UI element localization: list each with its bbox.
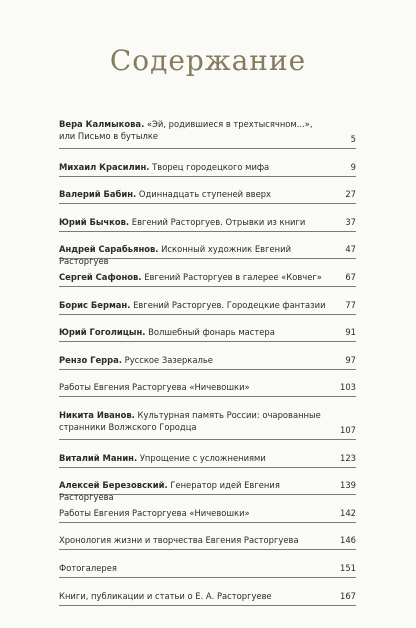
toc-entry-text <box>59 507 356 519</box>
toc-entry <box>59 452 356 468</box>
toc-entry-author: Юрий Бычков. <box>59 216 130 227</box>
toc-entry-title: Волшебный фонарь мастера <box>148 327 275 338</box>
toc-entry <box>59 590 356 606</box>
toc-entry-title: Фотогалерея <box>59 562 117 573</box>
toc-entry-author: Рензо Герра. <box>59 354 122 365</box>
toc-entry-author: Борис Берман. <box>59 299 131 310</box>
toc-entry-page: 167 <box>340 590 356 601</box>
toc-entry <box>59 188 356 204</box>
toc-entry-author: Михаил Красилин. <box>59 161 150 172</box>
toc-entry <box>59 409 356 440</box>
toc-entry-author: Вера Калмыкова. <box>59 119 145 129</box>
toc-entry-text <box>59 243 356 267</box>
toc-entry-page: 107 <box>340 424 356 435</box>
toc-entry-text <box>59 271 356 283</box>
toc-entry-page: 37 <box>345 216 356 227</box>
toc-entry-text <box>59 590 356 602</box>
toc-entry-page: 139 <box>340 480 356 491</box>
toc-entry-title: Русское Зазеркалье <box>124 354 213 365</box>
toc-entry-text <box>59 479 356 503</box>
toc-entry-title: Исконный художник Евгений Расторгуев <box>59 244 292 267</box>
toc-entry-title: Книги, публикации и статьи о Е. А. Расторгуеве <box>59 590 272 601</box>
toc-entry-text <box>59 562 356 574</box>
toc-entry-text <box>59 161 356 173</box>
toc-entry <box>59 299 356 315</box>
toc-entry-title: Евгений Расторгуев. Городецкие фантазии <box>133 299 326 310</box>
toc-entry-text <box>59 381 356 393</box>
toc-entry-title: Работы Евгения Расторгуева «Ничевошки» <box>59 507 250 518</box>
toc-entry <box>59 243 356 267</box>
toc-entry-text <box>59 216 356 228</box>
toc-entry-page: 146 <box>340 535 356 546</box>
toc-entry-text <box>59 354 356 366</box>
toc-entry-author: Алексей Березовский. <box>59 480 168 491</box>
toc-entry-title: Евгений Расторгуев в галерее «Ковчег» <box>144 271 322 282</box>
toc-entry-text <box>59 326 356 338</box>
toc-entry-author: Сергей Сафонов. <box>59 271 142 282</box>
toc-entry-page: 27 <box>345 189 356 200</box>
table-of-contents <box>59 118 356 606</box>
toc-entry-page: 97 <box>345 354 356 365</box>
toc-entry-title: Одиннадцать ступеней вверх <box>138 189 271 200</box>
toc-entry-page: 77 <box>345 299 356 310</box>
toc-entry <box>59 271 356 287</box>
toc-entry-text <box>59 118 356 142</box>
toc-entry-page: 67 <box>345 271 356 282</box>
toc-entry-page: 103 <box>340 382 356 393</box>
toc-entry-text <box>59 534 356 546</box>
toc-entry-page: 47 <box>345 244 356 255</box>
toc-entry-title: Творец городецкого мифа <box>152 161 270 172</box>
toc-entry <box>59 562 356 578</box>
toc-entry <box>59 534 356 550</box>
toc-entry <box>59 507 356 523</box>
toc-entry-title: Генератор идей Евгения Расторгуева <box>59 480 280 503</box>
toc-entry <box>59 216 356 232</box>
toc-entry-text <box>59 299 356 311</box>
toc-entry-author: Виталий Манин. <box>59 452 138 463</box>
toc-entry-page: 123 <box>340 452 356 463</box>
toc-entry <box>59 381 356 397</box>
toc-entry-page: 5 <box>350 134 356 144</box>
page-title: Содержание <box>109 44 307 77</box>
toc-entry-page: 151 <box>340 562 356 573</box>
toc-entry <box>59 354 356 370</box>
toc-entry-page: 9 <box>350 161 356 172</box>
toc-entry-title: Хронология жизни и творчества Евгения Расторгуева <box>59 535 299 546</box>
toc-entry <box>59 479 356 503</box>
toc-entry <box>59 326 356 342</box>
toc-entry-text <box>59 409 356 433</box>
toc-entry <box>59 118 356 149</box>
toc-entry-page: 91 <box>345 327 356 338</box>
toc-entry-title: Культурная память России: очарованные странники Волжского Городца <box>59 409 321 432</box>
toc-entry-author: Никита Иванов. <box>59 409 135 420</box>
toc-entry <box>59 161 356 177</box>
toc-entry-author: Юрий Гоголицын. <box>59 327 146 338</box>
toc-entry-title: Работы Евгения Расторгуева «Ничевошки» <box>59 382 250 393</box>
toc-entry-title: Евгений Расторгуев. Отрывки из книги <box>131 216 306 227</box>
toc-entry-author: Андрей Сарабьянов. <box>59 244 159 255</box>
toc-entry-author: Валерий Бабин. <box>59 189 137 200</box>
toc-entry-title: Упрощение с усложнениями <box>139 452 266 463</box>
toc-entry-text <box>59 188 356 200</box>
toc-entry-title: «Эй, родившиеся в трехтысячном...», или Письмо в бутылке <box>59 119 313 141</box>
toc-entry-page: 142 <box>340 507 356 518</box>
toc-entry-text <box>59 452 356 464</box>
